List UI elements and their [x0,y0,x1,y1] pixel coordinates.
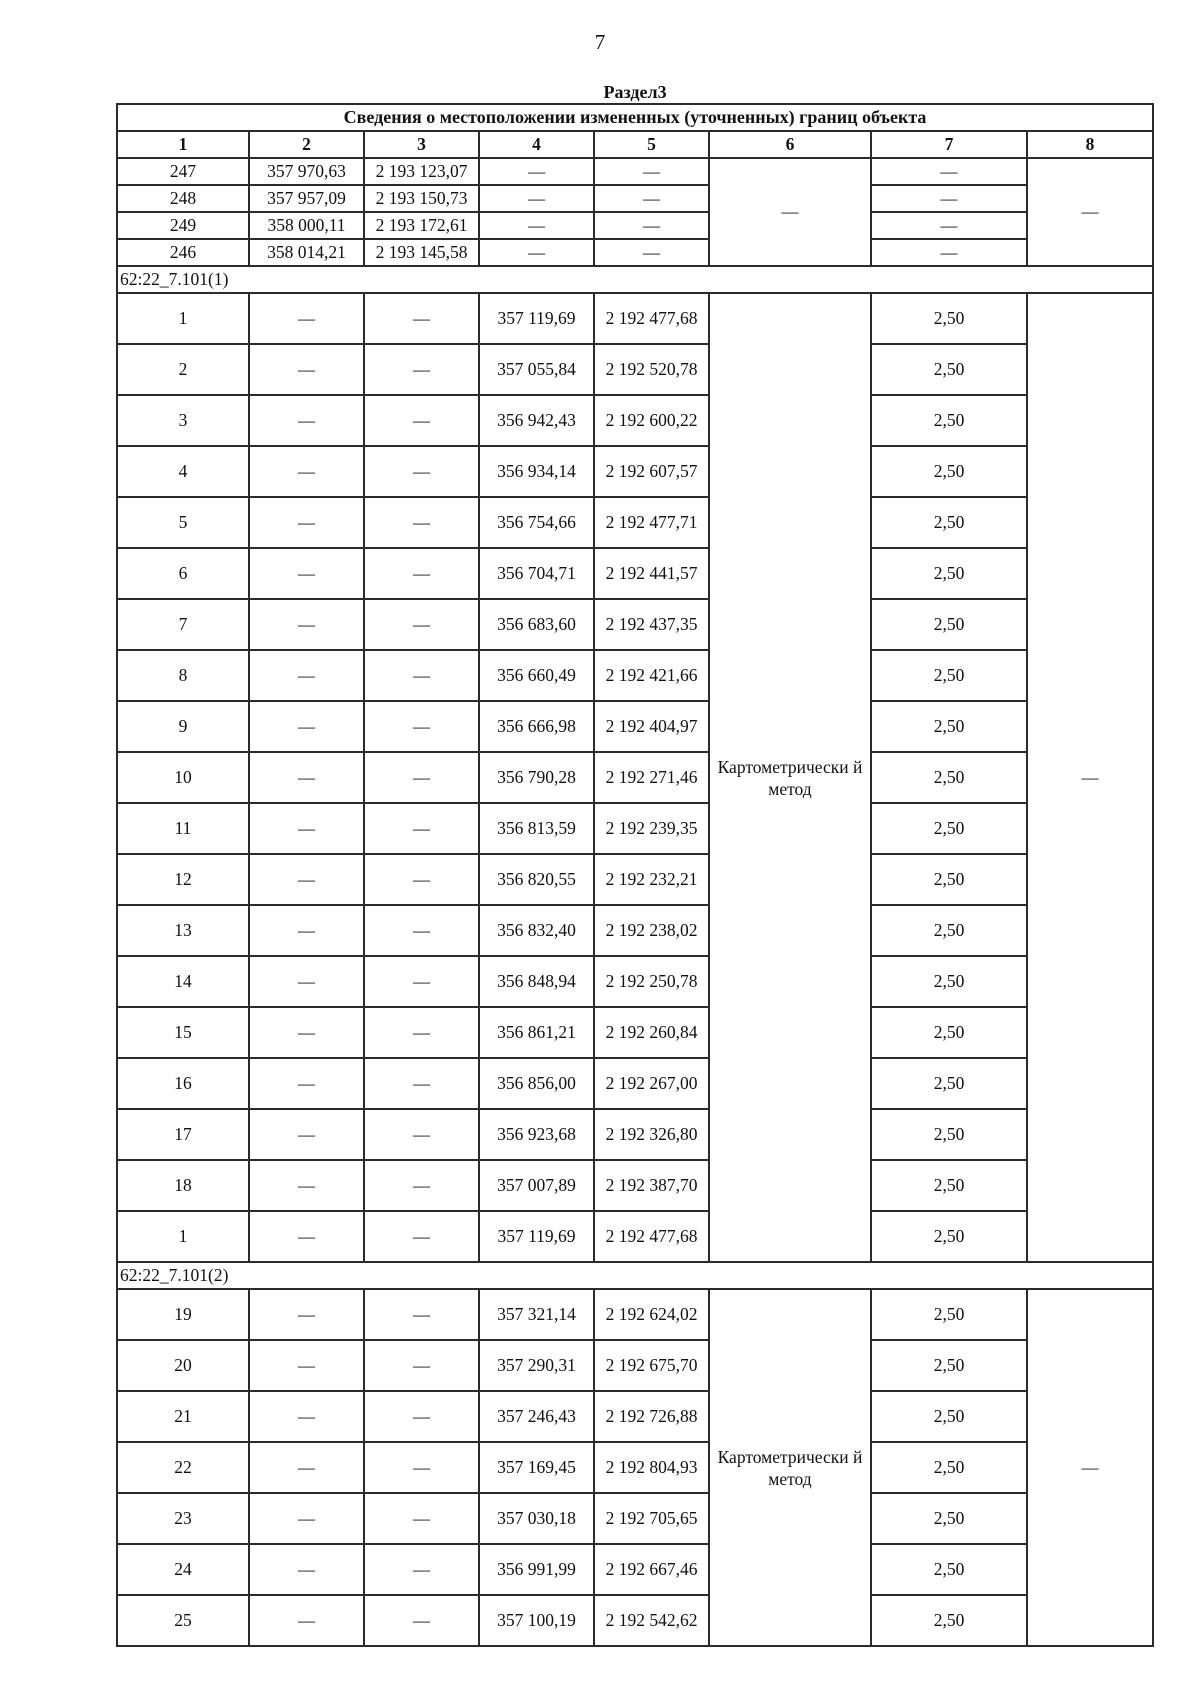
point-number: 21 [117,1391,249,1442]
y-coordinate-new: 2 192 705,65 [594,1493,709,1544]
y-coordinate-new: — [594,185,709,212]
y-coordinate-new: 2 192 326,80 [594,1109,709,1160]
table-row [117,1442,1153,1493]
point-number: 22 [117,1442,249,1493]
accuracy-cell: 2,50 [871,395,1027,446]
accuracy-cell: — [871,185,1027,212]
table-row [117,803,1153,854]
y-coordinate-new: 2 192 404,97 [594,701,709,752]
page-number: 7 [594,30,606,54]
x-coordinate-old: — [249,599,364,650]
y-coordinate-new: 2 192 477,68 [594,293,709,344]
point-number: 1 [117,1211,249,1262]
point-number: 25 [117,1595,249,1646]
accuracy-cell: 2,50 [871,497,1027,548]
x-coordinate-new: 357 030,18 [479,1493,594,1544]
column-number-row [117,131,1153,158]
x-coordinate-old: — [249,1058,364,1109]
x-coordinate-new: 356 861,21 [479,1007,594,1058]
accuracy-cell: 2,50 [871,905,1027,956]
point-number: 6 [117,548,249,599]
x-coordinate-old: — [249,344,364,395]
x-coordinate-old: — [249,701,364,752]
point-number: 248 [117,185,249,212]
table-row [117,1289,1153,1340]
accuracy-cell: — [871,239,1027,266]
x-coordinate-old: — [249,905,364,956]
method-cell: Картометрически й метод [709,293,871,1262]
y-coordinate-new: 2 192 250,78 [594,956,709,1007]
table-row [117,446,1153,497]
y-coordinate-old: — [364,395,479,446]
accuracy-cell: 2,50 [871,293,1027,344]
x-coordinate-old: — [249,293,364,344]
x-coordinate-new: 356 754,66 [479,497,594,548]
x-coordinate-old: — [249,446,364,497]
section-header-row [117,266,1153,293]
point-number: 10 [117,752,249,803]
y-coordinate-new: 2 192 726,88 [594,1391,709,1442]
x-coordinate-new: 356 856,00 [479,1058,594,1109]
x-coordinate-new: 356 942,43 [479,395,594,446]
table-row [117,548,1153,599]
accuracy-cell: 2,50 [871,446,1027,497]
y-coordinate-new: 2 192 437,35 [594,599,709,650]
x-coordinate-old: 358 014,21 [249,239,364,266]
table-row [117,185,1153,212]
boundary-coordinates-table [116,81,1154,1647]
x-coordinate-old: — [249,497,364,548]
y-coordinate-old: — [364,293,479,344]
y-coordinate-new: 2 192 267,00 [594,1058,709,1109]
y-coordinate-old: — [364,344,479,395]
point-number: 20 [117,1340,249,1391]
y-coordinate-old: 2 193 145,58 [364,239,479,266]
table-row [117,1160,1153,1211]
table-row [117,956,1153,1007]
point-number: 3 [117,395,249,446]
x-coordinate-old: 357 957,09 [249,185,364,212]
point-number: 1 [117,293,249,344]
y-coordinate-new: 2 192 600,22 [594,395,709,446]
table-row [117,1058,1153,1109]
accuracy-cell: 2,50 [871,344,1027,395]
y-coordinate-new: 2 192 260,84 [594,1007,709,1058]
x-coordinate-new: — [479,212,594,239]
x-coordinate-new: 356 848,94 [479,956,594,1007]
point-number: 19 [117,1289,249,1340]
x-coordinate-old: — [249,1595,364,1646]
x-coordinate-old: — [249,956,364,1007]
accuracy-cell: 2,50 [871,1289,1027,1340]
y-coordinate-old: — [364,1160,479,1211]
point-number: 246 [117,239,249,266]
y-coordinate-new: 2 192 624,02 [594,1289,709,1340]
accuracy-cell: 2,50 [871,1340,1027,1391]
x-coordinate-new: — [479,239,594,266]
point-number: 15 [117,1007,249,1058]
y-coordinate-old: — [364,1595,479,1646]
y-coordinate-old: — [364,1109,479,1160]
accuracy-cell: 2,50 [871,1007,1027,1058]
y-coordinate-old: — [364,650,479,701]
x-coordinate-new: 356 991,99 [479,1544,594,1595]
y-coordinate-new: 2 192 239,35 [594,803,709,854]
y-coordinate-old: — [364,1442,479,1493]
y-coordinate-old: — [364,1289,479,1340]
point-number: 9 [117,701,249,752]
accuracy-cell: 2,50 [871,1160,1027,1211]
x-coordinate-old: — [249,1493,364,1544]
accuracy-cell: — [871,212,1027,239]
section-header-row [117,1262,1153,1289]
y-coordinate-new: 2 192 238,02 [594,905,709,956]
column-number: 8 [1027,131,1153,158]
table-row [117,1544,1153,1595]
point-number: 17 [117,1109,249,1160]
point-number: 24 [117,1544,249,1595]
x-coordinate-new: 356 832,40 [479,905,594,956]
x-coordinate-old: — [249,1544,364,1595]
x-coordinate-new: 357 100,19 [479,1595,594,1646]
x-coordinate-new: — [479,158,594,185]
y-coordinate-old: 2 193 172,61 [364,212,479,239]
y-coordinate-old: — [364,446,479,497]
y-coordinate-old: 2 193 150,73 [364,185,479,212]
y-coordinate-new: 2 192 271,46 [594,752,709,803]
y-coordinate-new: 2 192 421,66 [594,650,709,701]
point-number: 4 [117,446,249,497]
x-coordinate-new: 356 704,71 [479,548,594,599]
table-row [117,344,1153,395]
description-cell: — [1027,293,1153,1262]
accuracy-cell: 2,50 [871,1109,1027,1160]
description-cell: — [1027,1289,1153,1646]
y-coordinate-new: 2 192 675,70 [594,1340,709,1391]
y-coordinate-old: — [364,1211,479,1262]
table-row [117,1493,1153,1544]
method-cell: — [709,158,871,266]
table-row [117,1211,1153,1262]
point-number: 18 [117,1160,249,1211]
point-number: 14 [117,956,249,1007]
y-coordinate-old: — [364,752,479,803]
x-coordinate-old: — [249,650,364,701]
section-label: 62:22_7.101(1) [117,266,1153,293]
x-coordinate-new: 356 666,98 [479,701,594,752]
x-coordinate-new: 356 813,59 [479,803,594,854]
x-coordinate-new: 356 683,60 [479,599,594,650]
x-coordinate-new: 357 169,45 [479,1442,594,1493]
point-number: 11 [117,803,249,854]
y-coordinate-new: 2 192 232,21 [594,854,709,905]
x-coordinate-new: 357 007,89 [479,1160,594,1211]
table-row [117,854,1153,905]
accuracy-cell: 2,50 [871,752,1027,803]
accuracy-cell: 2,50 [871,956,1027,1007]
x-coordinate-new: 357 119,69 [479,293,594,344]
y-coordinate-new: 2 192 477,68 [594,1211,709,1262]
x-coordinate-new: 357 055,84 [479,344,594,395]
x-coordinate-old: — [249,1340,364,1391]
table-row [117,497,1153,548]
y-coordinate-old: — [364,1007,479,1058]
table-row [117,1340,1153,1391]
y-coordinate-old: — [364,599,479,650]
y-coordinate-new: 2 192 667,46 [594,1544,709,1595]
y-coordinate-old: — [364,701,479,752]
section-title: Раздел3 [117,81,1153,104]
x-coordinate-new: 356 660,49 [479,650,594,701]
description-cell: — [1027,158,1153,266]
y-coordinate-new: 2 192 387,70 [594,1160,709,1211]
y-coordinate-old: — [364,905,479,956]
x-coordinate-old: — [249,854,364,905]
table-row [117,1007,1153,1058]
accuracy-cell: 2,50 [871,1058,1027,1109]
y-coordinate-old: — [364,1340,479,1391]
accuracy-cell: 2,50 [871,701,1027,752]
point-number: 12 [117,854,249,905]
table-row [117,1595,1153,1646]
x-coordinate-new: 356 934,14 [479,446,594,497]
x-coordinate-old: — [249,803,364,854]
y-coordinate-old: — [364,956,479,1007]
point-number: 23 [117,1493,249,1544]
column-number: 2 [249,131,364,158]
accuracy-cell: 2,50 [871,650,1027,701]
y-coordinate-old: — [364,1391,479,1442]
x-coordinate-old: 357 970,63 [249,158,364,185]
y-coordinate-old: — [364,548,479,599]
column-number: 3 [364,131,479,158]
accuracy-cell: — [871,158,1027,185]
y-coordinate-old: — [364,854,479,905]
accuracy-cell: 2,50 [871,1391,1027,1442]
x-coordinate-old: — [249,1289,364,1340]
y-coordinate-old: — [364,803,479,854]
x-coordinate-old: — [249,395,364,446]
point-number: 247 [117,158,249,185]
x-coordinate-old: — [249,1007,364,1058]
accuracy-cell: 2,50 [871,854,1027,905]
column-number: 1 [117,131,249,158]
point-number: 13 [117,905,249,956]
column-number: 6 [709,131,871,158]
y-coordinate-new: 2 192 542,62 [594,1595,709,1646]
y-coordinate-old: 2 193 123,07 [364,158,479,185]
accuracy-cell: 2,50 [871,803,1027,854]
table-caption: Сведения о местоположении измененных (уточненных) границ объекта [117,104,1153,131]
y-coordinate-old: — [364,497,479,548]
x-coordinate-new: 357 119,69 [479,1211,594,1262]
x-coordinate-new: — [479,185,594,212]
x-coordinate-new: 356 923,68 [479,1109,594,1160]
y-coordinate-new: 2 192 477,71 [594,497,709,548]
column-number: 7 [871,131,1027,158]
y-coordinate-new: — [594,239,709,266]
point-number: 249 [117,212,249,239]
table-row [117,701,1153,752]
x-coordinate-new: 357 321,14 [479,1289,594,1340]
accuracy-cell: 2,50 [871,548,1027,599]
y-coordinate-new: 2 192 607,57 [594,446,709,497]
table-row [117,293,1153,344]
accuracy-cell: 2,50 [871,1544,1027,1595]
x-coordinate-old: — [249,548,364,599]
x-coordinate-old: — [249,752,364,803]
table-row [117,905,1153,956]
table-row [117,1391,1153,1442]
point-number: 16 [117,1058,249,1109]
y-coordinate-new: 2 192 520,78 [594,344,709,395]
y-coordinate-new: 2 192 804,93 [594,1442,709,1493]
x-coordinate-old: — [249,1211,364,1262]
table-row [117,752,1153,803]
x-coordinate-new: 357 290,31 [479,1340,594,1391]
table-row [117,599,1153,650]
y-coordinate-old: — [364,1493,479,1544]
table-row [117,158,1153,185]
x-coordinate-new: 356 820,55 [479,854,594,905]
table-row [117,650,1153,701]
x-coordinate-old: — [249,1109,364,1160]
x-coordinate-old: — [249,1442,364,1493]
point-number: 5 [117,497,249,548]
x-coordinate-old: — [249,1160,364,1211]
accuracy-cell: 2,50 [871,599,1027,650]
y-coordinate-new: 2 192 441,57 [594,548,709,599]
y-coordinate-old: — [364,1058,479,1109]
y-coordinate-old: — [364,1544,479,1595]
accuracy-cell: 2,50 [871,1595,1027,1646]
table-row [117,239,1153,266]
x-coordinate-old: — [249,1391,364,1442]
column-number: 5 [594,131,709,158]
x-coordinate-new: 357 246,43 [479,1391,594,1442]
accuracy-cell: 2,50 [871,1211,1027,1262]
accuracy-cell: 2,50 [871,1493,1027,1544]
accuracy-cell: 2,50 [871,1442,1027,1493]
y-coordinate-new: — [594,212,709,239]
y-coordinate-new: — [594,158,709,185]
x-coordinate-old: 358 000,11 [249,212,364,239]
table-row [117,212,1153,239]
table-row [117,1109,1153,1160]
column-number: 4 [479,131,594,158]
section-label: 62:22_7.101(2) [117,1262,1153,1289]
point-number: 7 [117,599,249,650]
x-coordinate-new: 356 790,28 [479,752,594,803]
point-number: 8 [117,650,249,701]
method-cell: Картометрически й метод [709,1289,871,1646]
table-row [117,395,1153,446]
point-number: 2 [117,344,249,395]
